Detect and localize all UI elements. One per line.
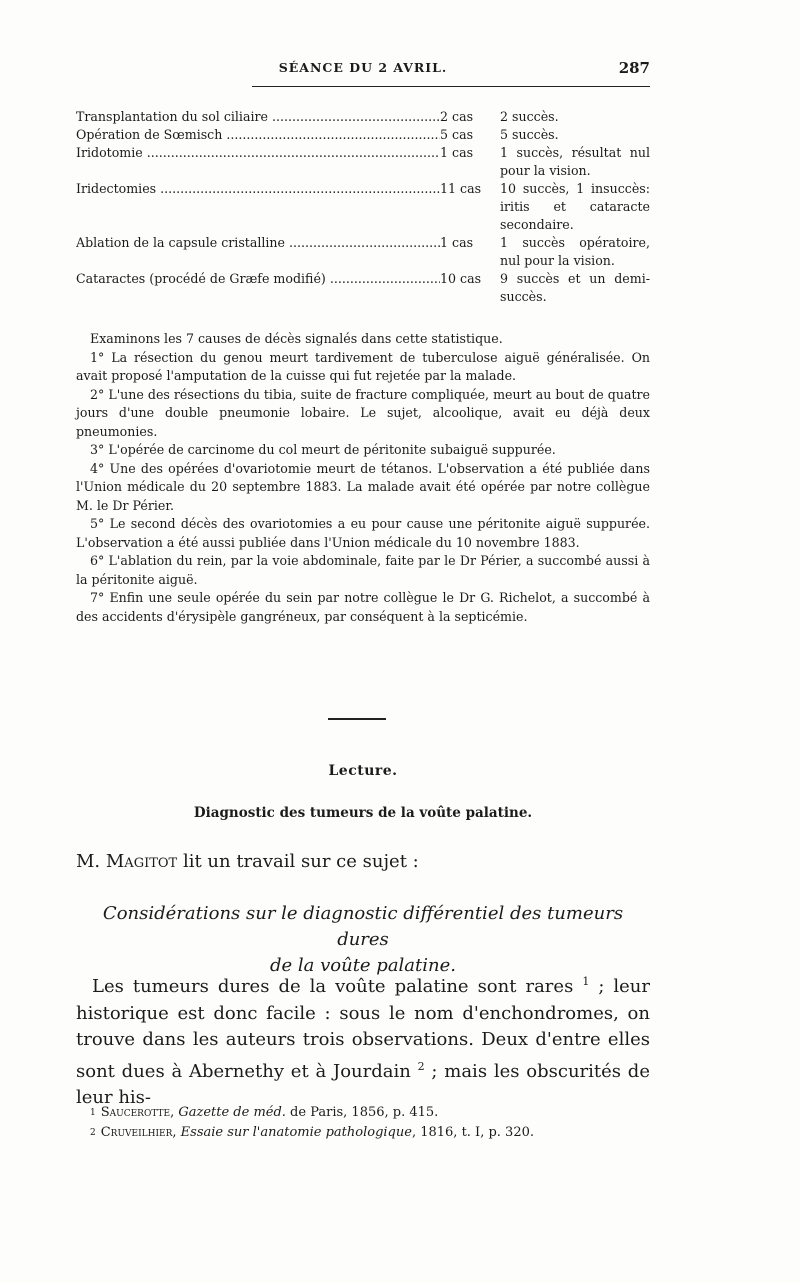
cause-paragraph: 4° Une des opérées d'ovariotomie meurt de tétanos. L'observation a été publiée dans l'Union médicale du 20 septembre 1883. La malade avait été opérée par notre collègue M. le Dr Périer. [76,460,650,513]
operation-name: Ablation de la capsule cristalline ..... [76,234,440,252]
operation-row [76,270,650,306]
footnote-mark: 1 [90,1108,96,1118]
operation-cases: 1 cas [440,145,474,160]
running-head [76,60,650,82]
operation-cases: 10 cas [440,271,482,286]
article-title-line: de la voûte palatine. [269,955,456,976]
operation-name: Cataractes (procédé de Græfe modifié) ..... [76,270,440,288]
operation-row [76,234,650,270]
cause-paragraph: 3° L'opérée de carcinome du col meurt de péritonite subaiguë suppurée. [90,442,556,457]
operation-cases: 1 cas [440,235,474,250]
footnote-title: Essaie sur l'anatomie pathologique [180,1125,412,1140]
body-text-part: ; leur historique est donc facile : sous le nom d'enchondromes, on trouve dans les auteurs trois observations. Deux d'entre elles sont dues à Abernethy et à Jourdain [76,976,650,1082]
body-text-part: Les tumeurs dures de la voûte palatine sont rares [92,976,583,997]
footnote: $^1$ Saucerotte, Gazette de méd. de Paris, 1856, p. 415. [90,1105,439,1120]
section-separator [328,718,386,720]
header-rule [252,86,650,87]
footnote-author: Saucerotte [100,1105,171,1120]
footnote: $^2$ Cruveilhier, Essaie sur l'anatomie pathologique, 1816, t. I, p. 320. [90,1125,534,1140]
page-number: 287 [618,59,650,77]
cause-paragraph: Examinons les 7 causes de décès signalés dans cette statistique. [90,331,503,346]
operation-row [76,180,650,234]
operation-result: 10 succès, 1 insuccès: iritis et cataracte secondaire. [500,181,650,232]
article-title [76,901,650,979]
running-head-title: SÉANCE DU 2 AVRIL. [278,60,448,75]
operation-result: 9 succès et un demi-succès. [500,271,650,304]
cause-paragraph: 7° Enfin une seule opérée du sein par notre collègue le Dr G. Richelot, a succombé à des accidents d'érysipèle gangréneux, par conséquent à la septicémie. [76,590,650,624]
cause-paragraph: 5° Le second décès des ovariotomies a eu pour cause une péritonite aiguë suppurée. L'observation a été aussi publiée dans l'Union médicale du 10 novembre 1883. [76,516,650,550]
death-causes [76,330,650,626]
operation-row [76,108,650,126]
operation-cases: 5 cas [440,127,474,142]
cause-paragraph: 6° L'ablation du rein, par la voie abdominale, faite par le Dr Périer, a succombé aussi à la péritonite aiguë. [76,553,650,587]
operation-result: 1 succès, résultat nul pour la vision. [500,145,650,178]
footnote-author: Cruveilhier [100,1125,173,1140]
footnote-mark: 2 [90,1128,96,1138]
section-title: Lecture. [328,763,398,779]
operation-name: Transplantation du sol ciliaire ..... [76,108,440,126]
operation-name: Iridectomies ..... [76,180,440,198]
body-text-part: ; mais les obscurités de leur his- [76,1060,650,1108]
body-paragraph [76,969,650,1112]
footnote-ref[interactable]: 1 [582,975,590,988]
operation-result: 2 succès. [500,109,559,124]
footnote-rest: , 1816, t. I, p. 320. [411,1125,534,1140]
intro-text: lit un travail sur ce sujet : [177,851,419,872]
operation-name: Iridotomie ..... [76,144,440,162]
footnotes [76,1103,650,1143]
cause-paragraph: 2° L'une des résections du tibia, suite de fracture compliquée, meurt au bout de quatre jours d'une double pneumonie lobaire. Le sujet, alcoolique, avait eu déjà deux pneumonies. [76,386,650,439]
footnote-ref[interactable]: 2 [417,1059,425,1073]
operation-cases: 2 cas [440,109,474,124]
operation-result: 5 succès. [500,127,559,142]
footnote-rest: de Paris, 1856, p. 415. [285,1105,439,1120]
speaker-name: M. Magitot [76,851,178,872]
operation-result: 1 succès opératoire, nul pour la vision. [500,235,650,268]
operations-list [76,108,650,306]
operation-name: Opération de Sœmisch ..... [76,126,440,144]
footnote-title: Gazette de méd. [178,1105,286,1120]
intro-line [76,851,419,872]
operation-row [76,126,650,144]
operation-row [76,144,650,180]
cause-paragraph: 1° La résection du genou meurt tardivement de tuberculose aiguë généralisée. On avait proposé l'amputation de la cuisse qui fut rejetée par la malade. [76,349,650,383]
operation-cases: 11 cas [440,181,482,196]
article-title-line: Considérations sur le diagnostic différentiel des tumeurs dures [102,903,624,950]
section-subtitle: Diagnostic des tumeurs de la voûte palatine. [193,805,533,821]
